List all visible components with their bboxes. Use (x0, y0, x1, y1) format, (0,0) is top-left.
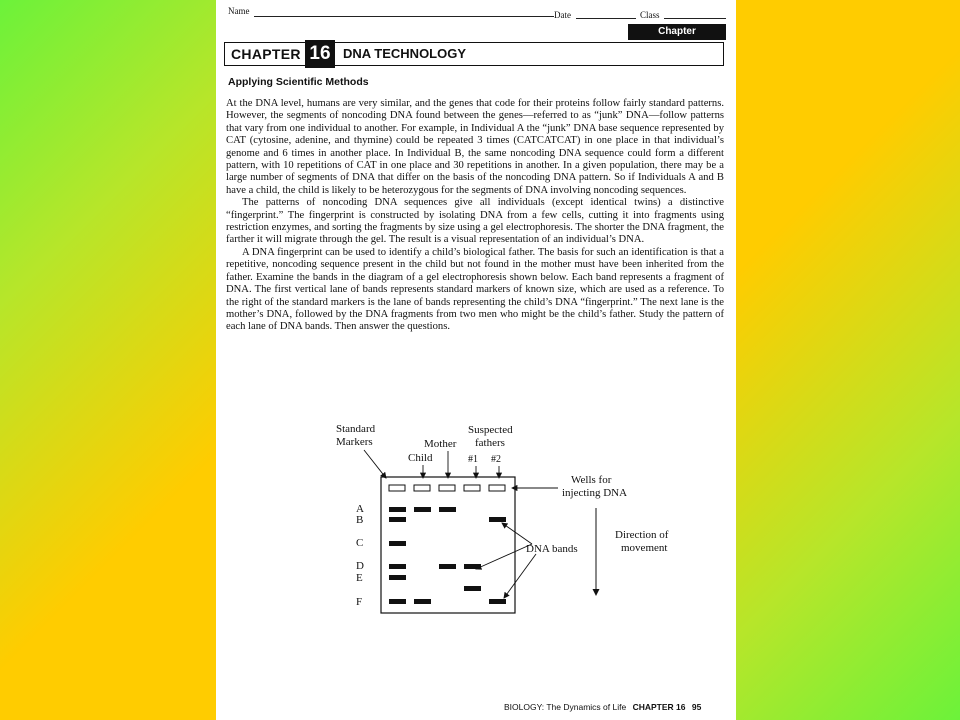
paragraph: The patterns of noncoding DNA sequences give all individuals (except identical twins) a distinctive “fingerprint.” The fingerprint is constructed by isolating DNA from a few cells, cutting it into fragments using restriction enzymes, and sorting the fragments by size using a gel electrophoresis. The shorter the DNA fragment, the farther it will migrate through the gel. The result is a visual representation of an individual’s DNA. (226, 197, 724, 246)
wells-label: Wells for (571, 474, 612, 486)
child-label: Child (408, 452, 433, 464)
dna-bands (389, 507, 506, 604)
class-rule (664, 18, 726, 19)
chapter-banner (224, 42, 724, 66)
father-1-label: #1 (468, 454, 478, 465)
row-label-a: A (356, 503, 364, 515)
date-rule (576, 18, 636, 19)
chapter-number: 16 (305, 40, 335, 68)
gel-electrophoresis-diagram (336, 420, 716, 620)
book-title: BIOLOGY: The Dynamics of Life (504, 702, 627, 712)
row-label-f: F (356, 596, 363, 608)
suspected-label: Suspected (468, 424, 513, 436)
footer-chapter: CHAPTER 16 (632, 702, 686, 712)
movement-label: movement (621, 542, 668, 554)
wells (389, 485, 505, 491)
class-label: Class (640, 10, 660, 20)
standard-label: Standard (336, 423, 376, 435)
body-text (226, 98, 724, 334)
name-rule (254, 16, 554, 17)
paragraph: At the DNA level, humans are very similar, and the genes that code for their proteins follow fairly standard patterns. However, the segments of noncoding DNA found between the genes—referred to as “junk” DNA—follow patterns that vary from one individual to another. For example, in Individual A the “junk” DNA base sequence represented by CAT (cytosine, adenine, and thymine) could be repeated 3 times (CATCATCAT) in one place in that individual’s genome and 6 times in another place. In Individual B, the same noncoding DNA sequence could form a different pattern, with 10 repetitions of CAT in one place and 30 repetitions in another. In a given population, there may be a large number of segments of DNA that differ on the basis of the noncoding DNA pattern. So if Individuals A and B have a child, the child is likely to be heterozygous for the segments of DNA involving noncoding sequences. (226, 98, 724, 196)
row-label-c: C (356, 537, 364, 549)
mother-label: Mother (424, 438, 457, 450)
injecting-dna-label: injecting DNA (562, 487, 628, 499)
row-label-b: B (356, 514, 364, 526)
worksheet-page (216, 0, 736, 720)
chapter-title: DNA TECHNOLOGY (343, 46, 467, 61)
chapter-word: CHAPTER (231, 46, 301, 62)
fathers-label: fathers (475, 437, 505, 449)
chapter-assessment-badge: Chapter Assessment (628, 24, 726, 40)
dna-bands-label: DNA bands (526, 543, 578, 555)
markers-label: Markers (336, 436, 373, 448)
row-label-d: D (356, 560, 364, 572)
father-2-label: #2 (491, 454, 501, 465)
row-label-e: E (356, 572, 363, 584)
page-number: 95 (691, 702, 702, 712)
name-label: Name (228, 6, 250, 16)
paragraph: A DNA fingerprint can be used to identify a child’s biological father. The basis for such an identification is that a repetitive, noncoding sequence present in the child but not found in the mother must have been inherited from the father. Examine the bands in the diagram of a gel electrophoresis shown below. Each band represents a fragment of DNA. The first vertical lane of bands represents standard markers of known size, which are used as a reference. To the right of the standard markers is the lane of bands representing the child’s DNA “fingerprint.” The next lane is the mother’s DNA, followed by the DNA fragments from two men who might be the child’s father. Study the pattern of each lane of DNA bands. Then answer the questions. (226, 246, 724, 333)
section-title: Applying Scientific Methods (228, 76, 369, 88)
date-label: Date (554, 10, 571, 20)
direction-label: Direction of (615, 529, 669, 541)
page-footer (504, 702, 701, 712)
